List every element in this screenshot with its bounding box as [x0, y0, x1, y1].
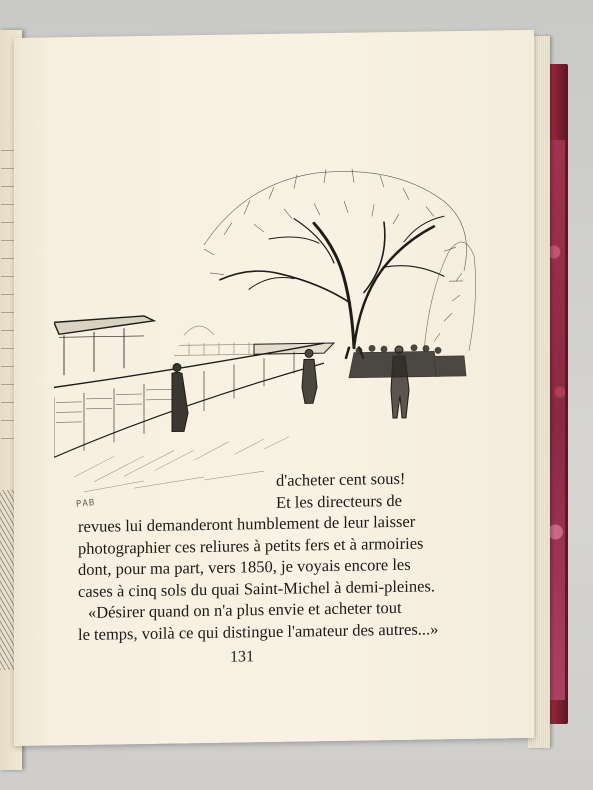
- text-line: cases à cinq sols du quai Saint-Michel à demi-pleines.: [78, 575, 435, 601]
- page-text-block: [75, 467, 439, 645]
- marbled-cover-pattern: [549, 140, 565, 700]
- distant-building-icon: [174, 325, 264, 355]
- book-page: [14, 30, 534, 746]
- person-icon: [172, 363, 188, 431]
- page-number: 131: [230, 648, 254, 666]
- tree-canopy-icon: [204, 167, 467, 285]
- distant-trees-icon: [424, 242, 476, 352]
- text-line: photographier ces reliures à petits fers et à armoiries: [78, 533, 424, 558]
- text-line: le temps, voilà ce qui distingue l'amateur des autres...»: [78, 618, 439, 644]
- etching-illustration: [54, 151, 484, 518]
- text-line: Et les directeurs de: [276, 490, 402, 512]
- text-line: d'acheter cent sous!: [276, 468, 406, 490]
- text-line: revues lui demanderont humblement de leur laisser: [78, 511, 416, 536]
- person-icon: [302, 349, 317, 403]
- crowd-icon: [349, 344, 466, 378]
- quay-wall-icon: [54, 343, 324, 457]
- tree-icon: [220, 216, 444, 360]
- text-line: dont, pour ma part, vers 1850, je voyais encore les: [78, 554, 411, 579]
- artist-monogram: PAB: [75, 498, 96, 510]
- text-line: «Désirer quand on n'a plus envie et acheter tout: [88, 597, 402, 622]
